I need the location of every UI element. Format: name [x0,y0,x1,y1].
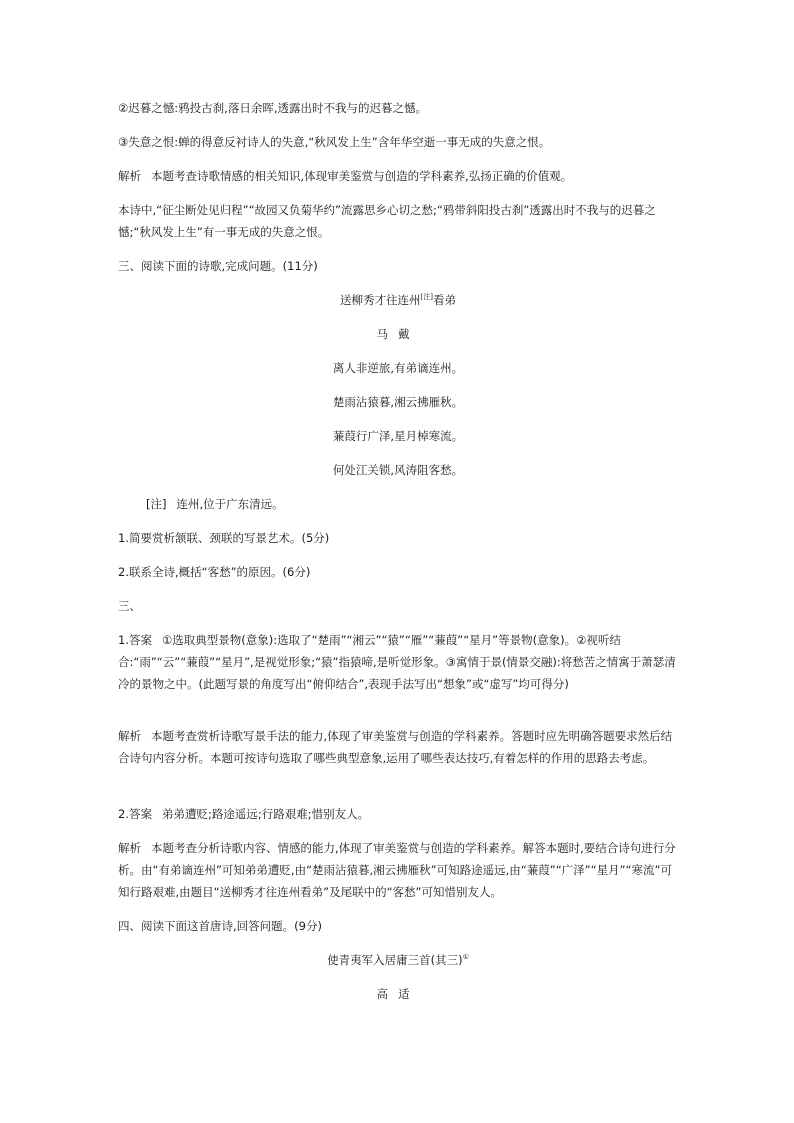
poem-1-author [118,323,678,345]
poem-1-note [146,493,678,515]
poem-1-title-text: 送柳秀才往连州 [340,293,421,307]
answer-2 [118,803,678,825]
question-1: 1.简要赏析颔联、颈联的写景艺术。(5分) [118,531,330,545]
poem-2-title-text: 使青夷军入居庸三首(其三) [327,953,463,967]
section-4-heading: 四、阅读下面这首唐诗,回答问题。(9分) [118,919,322,933]
answer-1 [118,629,678,695]
analysis-paragraph-1 [118,165,678,187]
poem-summary-paragraph: 本诗中,“征尘断处见归程”“故园又负菊华约”流露思乡心切之愁;“鸦带斜阳投古刹”透露出时不我与的迟暮之憾;“秋风发上生”有一事无成的失意之恨。 [118,203,656,239]
section-3-answers-heading: 三、 [118,599,141,613]
answer-line-2: ②迟暮之憾:鸦投古刹,落日余晖,透露出时不我与的迟暮之憾。 [118,101,427,115]
answer-line-3: ③失意之恨:蝉的得意反衬诗人的失意,“秋风发上生”含年华空逝一事无成的失意之恨。 [118,135,551,149]
analysis-text: 本题考查诗歌情感的相关知识,体现审美鉴赏与创造的学科素养,弘扬正确的价值观。 [151,169,573,183]
poem-2-author-text: 高适 [376,987,420,1001]
poem-1-line-2: 楚雨沾猿暮,湘云拂雁秋。 [332,395,464,409]
poem-1-line-4: 何处江关锁,风涛阻客愁。 [332,463,464,477]
poem-1-line-1: 离人非逆旅,有弟谪连州。 [332,361,464,375]
poem-2-title [118,949,678,971]
answer-2-label: 2.答案 [118,807,152,821]
answer-2-text: 弟弟遭贬;路途遥远;行路艰难;惜别友人。 [161,807,370,821]
poem-1-author-text: 马戴 [376,327,420,341]
analysis-2 [118,837,678,903]
note-text: 连州,位于广东清远。 [176,497,284,511]
poem-1-title-end: 看弟 [432,293,456,307]
poem-1-title-note: [注] [420,293,433,302]
answer-1-text: ①选取典型景物(意象):选取了“楚雨”“湘云”“猿”“雁”“蒹葭”“星月”等景物(意象)。②视听结合:“雨”“云”“蒹葭”“星月”,是视觉形象;“猿”指猿啼,是听觉形象。③寓情于景(情景交融):将愁苦之情寓于萧瑟清冷的景物之中。(此题写景的角度写出“俯仰结合”,表现手法写出“想象”或“虚写”均可得分) [118,633,676,691]
poem-2-author [118,983,678,1005]
answer-1-label: 1.答案 [118,633,152,647]
analysis-1-label: 解析 [118,729,141,743]
analysis-label: 解析 [118,169,141,183]
poem-1-title [118,289,678,311]
section-3-heading: 三、阅读下面的诗歌,完成问题。(11分) [118,259,318,273]
analysis-2-text: 本题考查分析诗歌内容、情感的能力,体现了审美鉴赏与创造的学科素养。解答本题时,要结合诗句进行分析。由“有弟谪连州”可知弟弟遭贬,由“楚雨沾猿暮,湘云拂雁秋”可知路途遥远,由“蒹葭”“广泽”“星月”“寒流”可知行路艰难,由题目“送柳秀才往连州看弟”及尾联中的“客愁”可知惜别友人。 [118,841,676,899]
analysis-1-text: 本题考查赏析诗歌写景手法的能力,体现了审美鉴赏与创造的学科素养。答题时应先明确答题要求然后结合诗句内容分析。本题可按诗句选取了哪些典型意象,运用了哪些表达技巧,有着怎样的作用的思路去考虑。 [118,729,673,765]
question-2: 2.联系全诗,概括“客愁”的原因。(6分) [118,565,311,579]
poem-1-line-3: 蒹葭行广泽,星月棹寒流。 [332,429,464,443]
note-label: [注] [146,497,167,511]
poem-2-title-note: ① [462,953,469,962]
analysis-1 [118,725,678,769]
analysis-2-label: 解析 [118,841,141,855]
